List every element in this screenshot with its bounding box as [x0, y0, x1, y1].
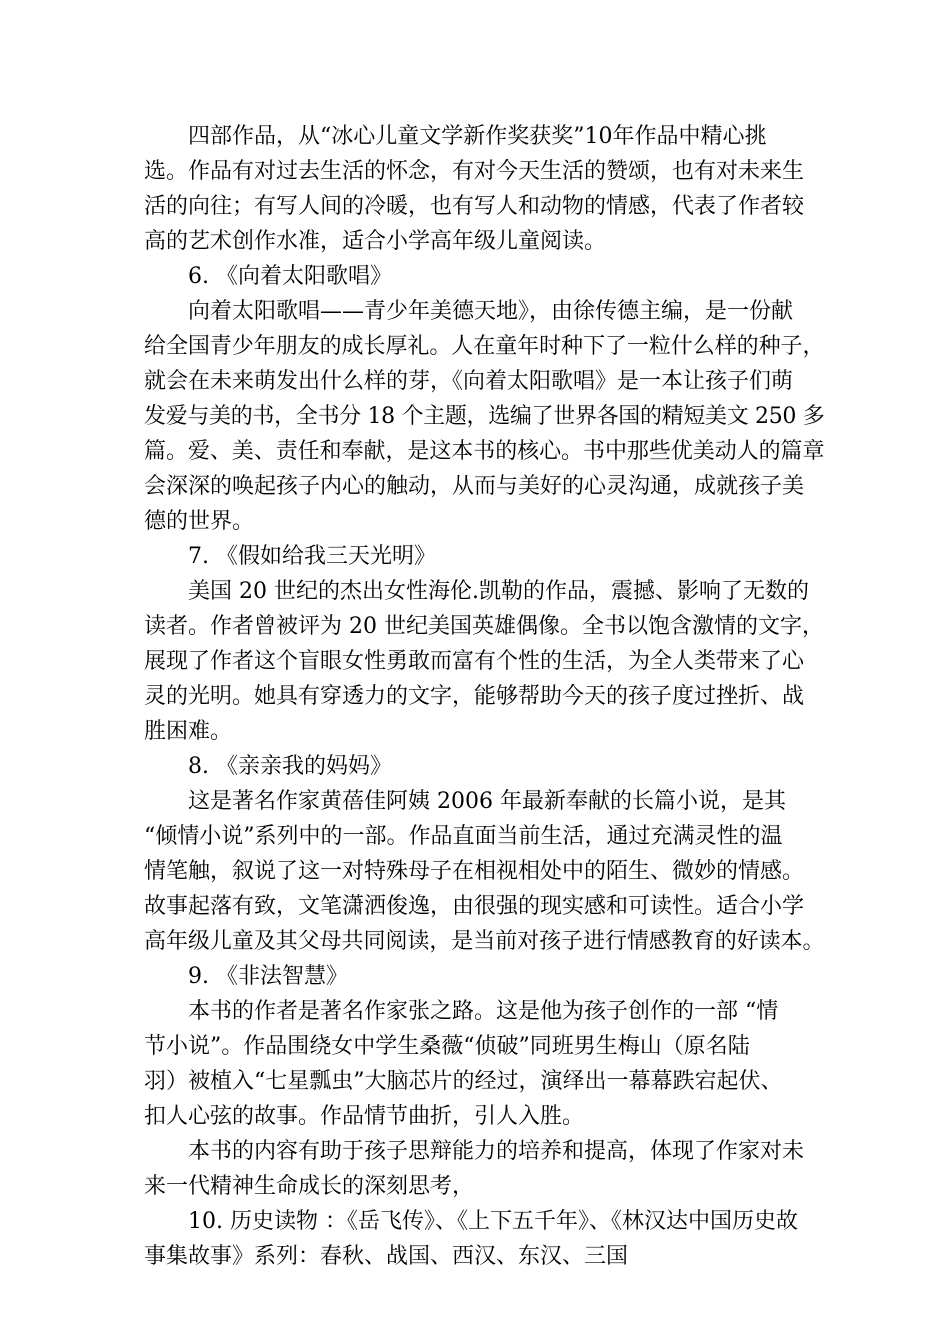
text-line: 会深深的唤起孩子内心的触动，从而与美好的心灵沟通，成就孩子美 [144, 474, 805, 499]
text-line: 灵的光明。她具有穿透力的文字，能够帮助今天的孩子度过挫折、战 [144, 684, 805, 709]
text-line: 活的向往；有写人间的冷暖，也有写人和动物的情感，代表了作者较 [144, 194, 805, 219]
text-line: 高的艺术创作水准，适合小学高年级儿童阅读。 [144, 229, 607, 254]
text-line: 这是著名作家黄蓓佳阿姨 2006 年最新奉献的长篇小说，是其 [188, 789, 786, 814]
text-line: 8. 《亲亲我的妈妈》 [188, 754, 392, 779]
text-line: “倾情小说”系列中的一部。作品直面当前生活，通过充满灵性的温 [144, 824, 783, 849]
text-line: 就会在未来萌发出什么样的芽，《向着太阳歌唱》是一本让孩子们萌 [144, 369, 794, 394]
text-line: 事集故事》系列：春秋、战国、西汉、东汉、三国 [144, 1244, 629, 1269]
text-line: 本书的作者是著名作家张之路。这是他为孩子创作的一部 “情 [188, 999, 779, 1024]
text-line: 高年级儿童及其父母共同阅读，是当前对孩子进行情感教育的好读本。 [144, 929, 825, 954]
text-line: 扣人心弦的故事。作品情节曲折，引人入胜。 [144, 1104, 585, 1129]
text-line: 6. 《向着太阳歌唱》 [188, 264, 392, 289]
text-line: 本书的内容有助于孩子思辩能力的培养和提高，体现了作家对未 [188, 1139, 805, 1164]
text-line: 篇。爱、美、责任和奉献，是这本书的核心。书中那些优美动人的篇章 [144, 439, 825, 464]
text-line: 7. 《假如给我三天光明》 [188, 544, 436, 569]
text-line: 德的世界。 [144, 509, 255, 534]
text-line: 来一代精神生命成长的深刻思考， [144, 1174, 475, 1199]
text-line: 10. 历史读物 ：《岳飞传》、《上下五千年》、《林汉达中国历史故 [188, 1209, 798, 1234]
text-line: 发爱与美的书，全书分 18 个主题，选编了世界各国的精短美文 250 多 [144, 404, 825, 429]
text-line: 向着太阳歌唱——青少年美德天地》，由徐传德主编，是一份献 [188, 299, 794, 324]
text-line: 给全国青少年朋友的成长厚礼。人在童年时种下了一粒什么样的种子， [144, 334, 825, 359]
text-line: 羽）被植入“七星瓢虫”大脑芯片的经过，演绎出一幕幕跌宕起伏、 [144, 1069, 783, 1094]
text-line: 故事起落有致，文笔潇洒俊逸，由很强的现实感和可读性。适合小学 [144, 894, 805, 919]
text-line: 9. 《非法智慧》 [188, 964, 348, 989]
document-body [144, 119, 824, 1274]
text-line: 情笔触，叙说了这一对特殊母子在相视相处中的陌生、微妙的情感。 [144, 859, 805, 884]
text-line: 展现了作者这个盲眼女性勇敢而富有个性的生活，为全人类带来了心 [144, 649, 805, 674]
text-line: 四部作品，从“冰心儿童文学新作奖获奖”10年作品中精心挑 [188, 124, 767, 149]
text-line: 读者。作者曾被评为 20 世纪美国英雄偶像。全书以饱含激情的文字， [144, 614, 824, 639]
text-line: 美国 20 世纪的杰出女性海伦.凯勒的作品，震撼、影响了无数的 [188, 579, 809, 604]
text-line: 选。作品有对过去生活的怀念，有对今天生活的赞颂，也有对未来生 [144, 159, 805, 184]
text-line: 胜困难。 [144, 719, 233, 744]
text-line: 节小说”。作品围绕女中学生桑薇“侦破”同班男生梅山（原名陆 [144, 1034, 750, 1059]
